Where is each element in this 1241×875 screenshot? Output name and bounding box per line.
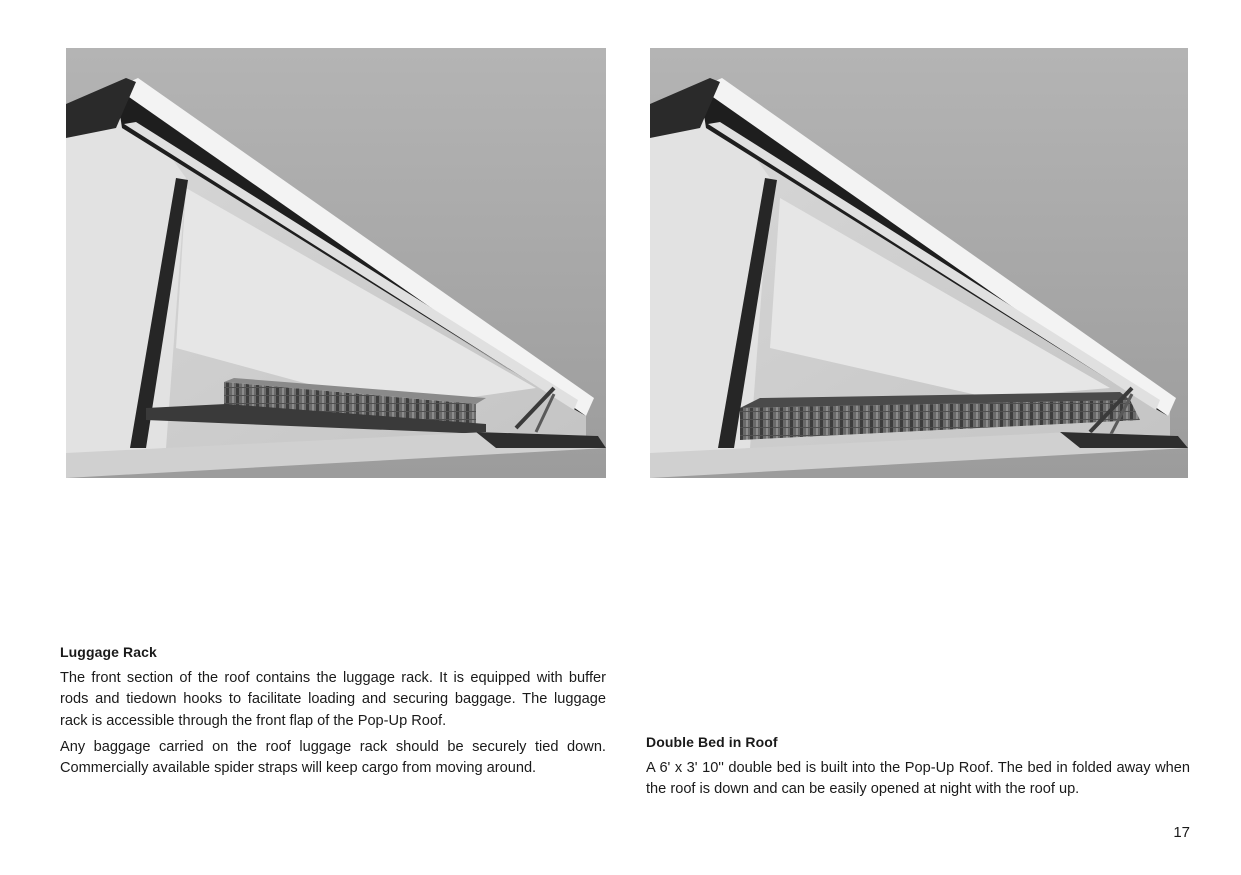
luggage-rack-heading: Luggage Rack xyxy=(60,644,157,660)
double-bed-heading: Double Bed in Roof xyxy=(646,734,778,750)
double-bed-paragraph: A 6' x 3' 10'' double bed is built into the Pop-Up Roof. The bed in folded away when the roof is down and can be easily opened at night with the roof up. xyxy=(646,760,1190,798)
luggage-rack-photo xyxy=(66,48,606,478)
double-bed-section xyxy=(646,734,1190,806)
luggage-rack-section xyxy=(60,644,606,784)
luggage-rack-illustration xyxy=(66,48,606,478)
double-bed-illustration xyxy=(650,48,1188,478)
double-bed-photo xyxy=(650,48,1188,478)
luggage-rack-paragraph-1: The front section of the roof contains the luggage rack. It is equipped with buffer rods and tiedown hooks to facilitate loading and securing baggage. The luggage rack is accessible through the front flap of the Pop-Up Roof. xyxy=(60,670,606,729)
luggage-rack-paragraph-2: Any baggage carried on the roof luggage rack should be securely tied down. Commercially available spider straps will keep cargo from moving around. xyxy=(60,738,606,777)
page-number: 17 xyxy=(1173,824,1190,841)
